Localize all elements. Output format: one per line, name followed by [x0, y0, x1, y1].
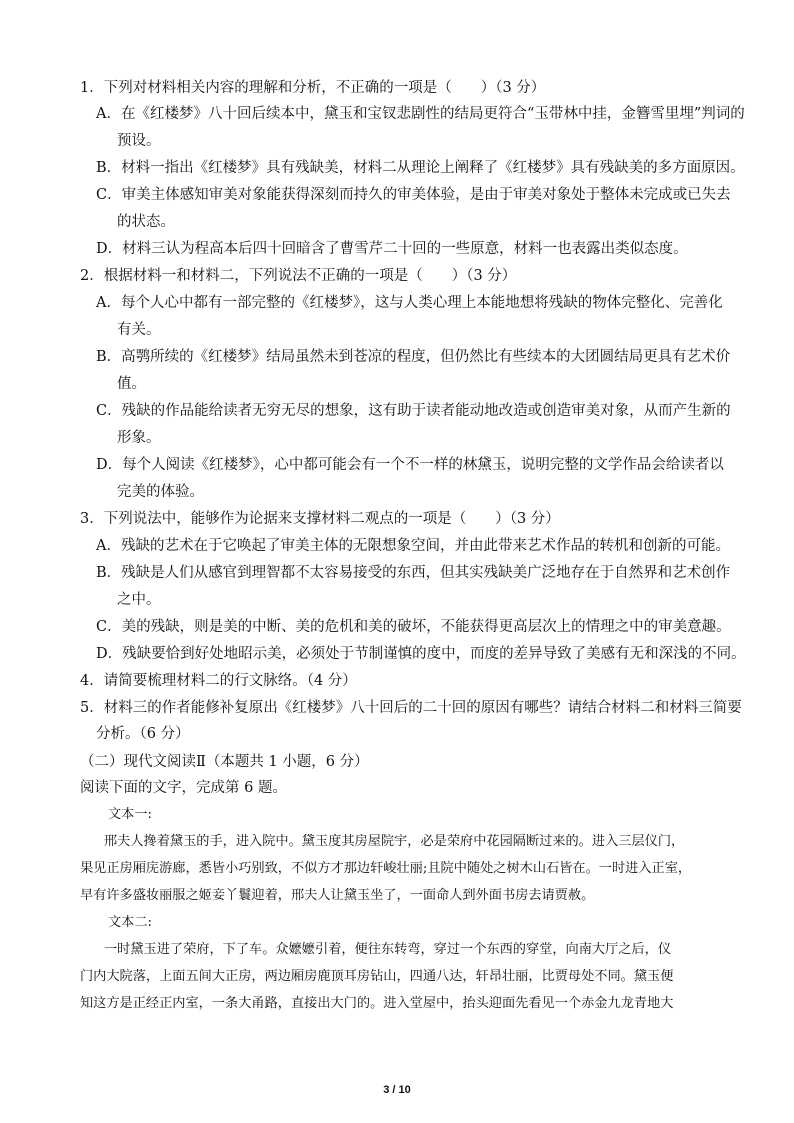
question-2-option-b: B．高鹗所续的《红楼梦》结局虽然未到苍凉的程度，但仍然比有些续本的大团圆结局更具有艺术价: [96, 349, 731, 365]
question-2-option-c: C．残缺的作品能给读者无穷无尽的想象，这有助于读者能动地改造或创造审美对象，从而产生新的: [96, 403, 731, 419]
question-2-option-d-cont: 完美的体验。: [117, 484, 204, 500]
text1-line-3: 早有许多盛妆丽服之姬妾丫鬟迎着，邢夫人让黛玉坐了，一面命人到外面书房去请贾赦。: [80, 888, 595, 903]
question-2-option-b-cont: 值。: [117, 376, 146, 392]
page-number: 3 / 10: [383, 1084, 411, 1096]
question-2-option-d: D．每个人阅读《红楼梦》，心中都可能会有一个不一样的林黛玉，说明完整的文学作品会给读者以: [96, 457, 724, 473]
question-3-option-d: D．残缺要恰到好处地昭示美，必须处于节制谨慎的度中，而度的差异导致了美感有无和深浅的不同。: [96, 646, 746, 662]
section-instruction: 阅读下面的文字，完成第 6 题。: [80, 780, 287, 796]
question-1-option-b: B．材料一指出《红楼梦》具有残缺美，材料二从理论上阐释了《红楼梦》具有残缺美的多方面原因。: [96, 160, 745, 176]
question-2-option-a-cont: 有关。: [117, 322, 161, 338]
text2-label: 文本二:: [108, 915, 153, 930]
question-2-option-a: A．每个人心中都有一部完整的《红楼梦》，这与人类心理上本能地想将残缺的物体完整化、完善化: [96, 295, 723, 311]
question-1-stem: 1．下列对材料相关内容的理解和分析，不正确的一项是（ ）（3 分）: [80, 80, 546, 96]
question-3-option-b: B．残缺是人们从感官到理智都不太容易接受的东西，但其实残缺美广泛地存在于自然界和艺术创作: [96, 565, 731, 581]
question-2-stem: 2．根据材料一和材料二，下列说法不正确的一项是（ ）（3 分）: [80, 268, 517, 284]
text1-line-2: 果见正房厢庑游廊，悉皆小巧别致，不似方才那边轩峻壮丽;且院中随处之树木山石皆在。一时进入正室，: [80, 861, 692, 876]
question-1-option-c: C．审美主体感知审美对象能获得深刻而持久的审美体验，是由于审美对象处于整体未完成或已失去: [96, 187, 731, 203]
question-2-option-c-cont: 形象。: [117, 430, 161, 446]
question-1-option-a-cont: 预设。: [117, 133, 161, 149]
question-3-option-a: A．残缺的艺术在于它唤起了审美主体的无限想象空间，并由此带来艺术作品的转机和创新的可能。: [96, 538, 730, 554]
question-3-option-c: C．美的残缺，则是美的中断、美的危机和美的破坏，不能获得更高层次上的情理之中的审美意趣。: [96, 619, 731, 635]
text1-label: 文本一:: [108, 807, 153, 822]
question-3-option-b-cont: 之中。: [117, 592, 161, 608]
text2-line-1: 一时黛玉进了荣府，下了车。众嬷嬷引着，便往东转弯，穿过一个东西的穿堂，向南大厅之后，仪: [104, 942, 672, 957]
section-heading: （二）现代文阅读Ⅱ（本题共 1 小题，6 分）: [80, 754, 369, 770]
question-1-option-d: D．材料三认为程高本后四十回暗含了曹雪芹二十回的一些原意，材料一也表露出类似态度。: [96, 241, 688, 257]
text2-line-2: 门内大院落，上面五间大正房，两边厢房鹿顶耳房钻山，四通八达，轩昂壮丽，比贾母处不同。黛玉便: [80, 969, 674, 984]
question-5-stem: 5．材料三的作者能修补复原出《红楼梦》八十回后的二十回的原因有哪些？请结合材料二和材料三简要: [80, 700, 742, 716]
question-1-option-c-cont: 的状态。: [117, 214, 175, 230]
text2-line-3: 知这方是正经正内室，一条大甬路，直接出大门的。进入堂屋中，抬头迎面先看见一个赤金九龙青地大: [80, 996, 674, 1011]
question-4-stem: 4．请简要梳理材料二的行文脉络。（4 分）: [80, 673, 357, 689]
question-5-stem-cont: 分析。（6 分）: [96, 726, 190, 742]
question-3-stem: 3．下列说法中，能够作为论据来支撑材料二观点的一项是（ ）（3 分）: [80, 511, 560, 527]
text1-line-1: 邢夫人搀着黛玉的手，进入院中。黛玉度其房屋院宇，必是荣府中花园隔断过来的。进入三层仪门，: [104, 834, 685, 849]
question-1-option-a: A．在《红楼梦》八十回后续本中，黛玉和宝钗悲剧性的结局更符合“玉带林中挂，金簪雪里埋”判词的: [96, 106, 745, 122]
